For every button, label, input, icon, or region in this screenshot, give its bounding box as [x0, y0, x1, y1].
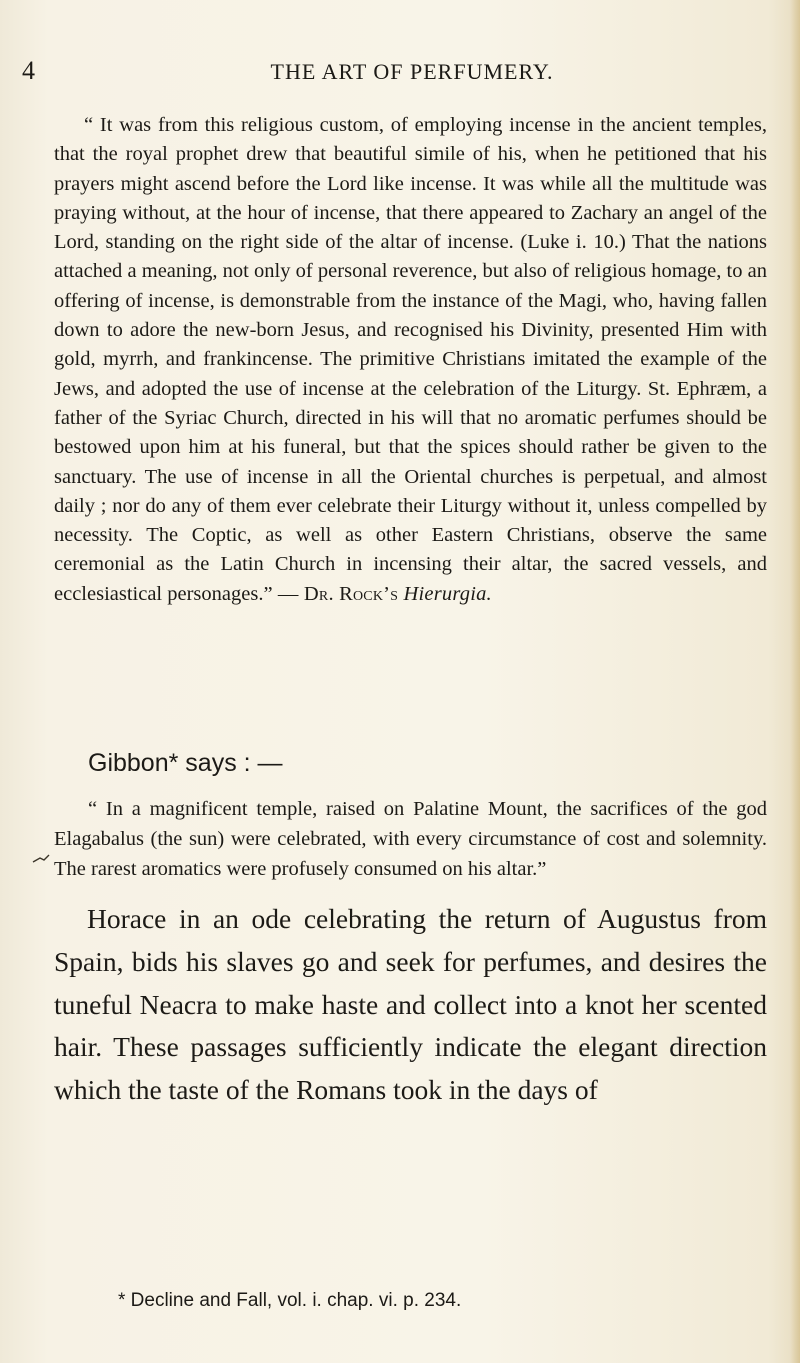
attribution-dash: —: [272, 582, 304, 605]
footnote: * Decline and Fall, vol. i. chap. vi. p. 234.: [118, 1290, 462, 1311]
page-header: [22, 56, 762, 86]
margin-ink-mark: [32, 854, 50, 864]
horace-paragraph-text: Horace in an ode celebrating the return of Augustus from Spain, bids his slaves go and seek for perfumes, and desires the tuneful Neacra to make haste and collect into a knot her scented hair. These passages sufficiently indicate the elegant direction which the taste of the Romans took in the days of: [54, 903, 767, 1106]
gibbon-quotation: [54, 795, 767, 884]
rock-quotation: [54, 111, 767, 609]
rock-quotation-paragraph: [54, 111, 767, 609]
rock-attribution: [273, 583, 492, 605]
rock-quotation-text: “ It was from this religious custom, of employing incense in the ancient temples, that the royal prophet drew that beautiful simile of his, when he petitioned that his prayers might ascend before the Lord like incense. It was while all the multitude was praying without, at the hour of incense, that there appeared to Zachary an angel of the Lord, standing on the right side of the altar of incense. (Luke i. 10.) That the nations attached a meaning, not only of personal reverence, but also of religious homage, to an offering of incense, is demonstrable from the instance of the Magi, who, having fallen down to adore the new-born Jesus, and recognised his Divinity, presented Him with gold, myrrh, and frankincense. The primitive Christians imitated the example of the Jews, and adopted the use of incense at the celebration of the Liturgy. St. Ephræm, a father of the Syriac Church, directed in his will that no aromatic perfumes should be bestowed upon him at his funeral, but that the spices should rather be given to the sanctuary. The use of incense in all the Oriental churches is perpetual, and almost daily ; nor do any of them ever celebrate their Liturgy without it, unless compelled by necessity. The Coptic, as well as other Eastern Christians, observe the same ceremonial as the Latin Church in incensing their altar, the sacred vessels, and ecclesiastical personages.”: [54, 114, 767, 605]
gibbon-quotation-text: “ In a magnificent temple, raised on Palatine Mount, the sacrifices of the god Elagabalus (the sun) were celebrated, with every circumstance of cost and solemnity. The rarest aromatics were profusely consumed on his altar.”: [54, 798, 767, 880]
attribution-author: Dr. Rock’s: [303, 582, 399, 605]
page-edge-shadow: [790, 0, 800, 1363]
gibbon-intro: Gibbon* says : —: [88, 749, 283, 777]
running-title: THE ART OF PERFUMERY.: [270, 59, 554, 84]
horace-paragraph: [54, 898, 767, 1112]
page-number: 4: [22, 56, 35, 85]
attribution-work: Hierurgia.: [403, 582, 492, 605]
